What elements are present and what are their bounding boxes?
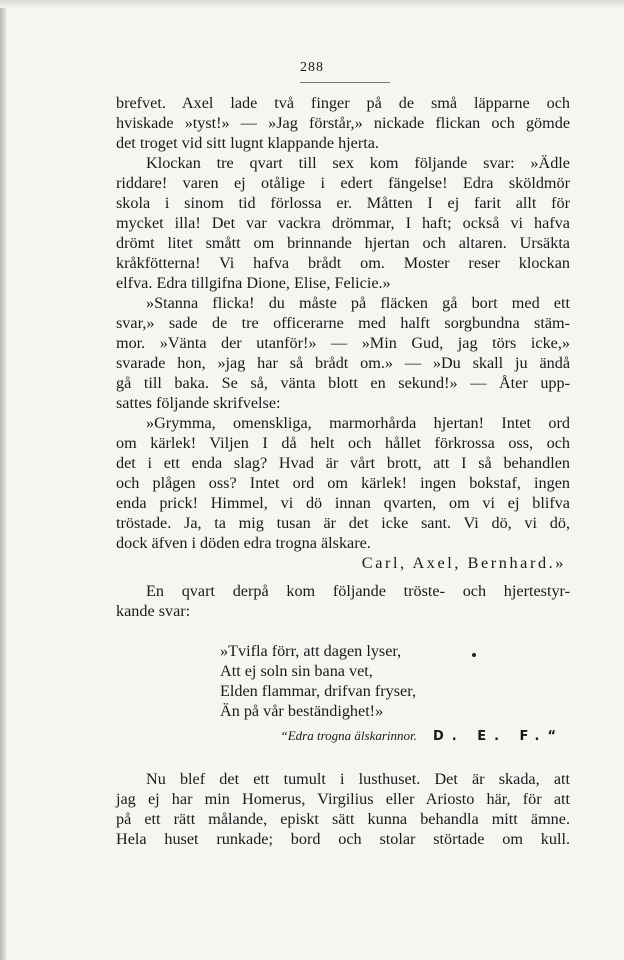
page-number: 288 xyxy=(300,60,324,75)
page-number-rule xyxy=(300,82,390,83)
text-line: gå till baka. Se så, vänta blott en sekund!» — Åter upp- xyxy=(116,374,570,392)
poem-attribution xyxy=(116,725,570,747)
text-line: enda prick! Himmel, vi dö innan qvarten, om vi ej blifva xyxy=(116,494,570,512)
poem-line: »Tvifla förr, att dagen lyser, xyxy=(220,642,402,660)
paragraph xyxy=(116,153,570,293)
text-line: svar,» sade de tre officerarne med halft sorgbundna stäm- xyxy=(116,314,570,332)
poem xyxy=(116,641,570,721)
letter-signature: Carl, Axel, Bernhard.» xyxy=(361,554,566,572)
text-line: Klockan tre qvart till sex kom följande svar: »Ädle xyxy=(146,154,570,172)
text-line: sattes följande skrifvelse: xyxy=(116,394,281,412)
text-line: på ett rätt målande, episkt sätt kunna behandla mitt ämne. xyxy=(116,810,570,828)
paragraph xyxy=(116,413,570,575)
paragraph xyxy=(116,93,570,153)
paragraph xyxy=(116,769,570,849)
ink-speck xyxy=(472,653,476,657)
text-line: det i ett enda slag? Hvad är vårt brott, att I så behandlen xyxy=(116,454,570,472)
poem-line: Att ej soln sin bana vet, xyxy=(220,662,373,680)
page-body xyxy=(116,93,570,849)
text-line: dock äfven i döden edra trogna älskare. xyxy=(116,534,371,552)
text-line: jag ej har min Homerus, Virgilius eller Ariosto här, för att xyxy=(116,790,570,808)
text-line: kande svar: xyxy=(116,602,191,620)
poem-line: Än på vår beständighet!» xyxy=(220,702,384,720)
page-edge-shadow xyxy=(0,0,6,960)
text-line: det troget vid sitt lugnt klappande hjerta. xyxy=(116,134,379,152)
text-line: elfva. Edra tillgifna Dione, Elise, Felicie.» xyxy=(116,274,391,292)
text-line: hviskade »tyst!» — »Jag förstår,» nickade flickan och gömde xyxy=(116,114,570,132)
text-line: tröstade. Ja, ta mig tusan är det icke sant. Vi dö, vi dö, xyxy=(116,514,570,532)
text-line: om kärlek! Viljen I då helt och hållet förkrossa oss, och xyxy=(116,434,570,452)
text-line: Nu blef det ett tumult i lusthuset. Det är skada, att xyxy=(146,770,570,788)
text-line: drömt litet smått om brinnande hjertan och altaren. Ursäkta xyxy=(116,234,570,252)
text-line: En qvart derpå kom följande tröste- och hjertestyr- xyxy=(146,582,570,600)
text-line: och plågen oss? Intet ord om kärlek! ingen bokstaf, ingen xyxy=(116,474,570,492)
text-line: brefvet. Axel lade två finger på de små läpparne och xyxy=(116,94,570,112)
paragraph xyxy=(116,293,570,413)
attribution-text: “Edra trogna älskarinnor. xyxy=(280,728,417,743)
text-line: kråkfötterna! Vi hafva brådt om. Moster reser klockan xyxy=(116,254,570,272)
text-line: skola i sinom tid förlossa er. Måtten I ej farit allt för xyxy=(116,194,570,212)
text-line: mycket illa! Det var vackra drömmar, I haft; också vi hafva xyxy=(116,214,570,232)
text-line: riddare! varen ej otålige i edert fängelse! Edra sköldmör xyxy=(116,174,570,192)
text-line: Hela huset runkade; bord och stolar störtade om kull. xyxy=(116,830,570,848)
text-line: »Grymma, omenskliga, marmorhårda hjertan! Intet ord xyxy=(146,414,570,432)
paragraph xyxy=(116,581,570,621)
text-line: »Stanna flicka! du måste på fläcken gå bort med ett xyxy=(146,294,570,312)
spacer xyxy=(116,747,570,769)
poem-line: Elden flammar, drifvan fryser, xyxy=(220,682,417,700)
page-top-shadow xyxy=(0,0,624,8)
text-line: mor. »Vänta der utanför!» — »Min Gud, jag törs icke,» xyxy=(116,334,570,352)
text-line: svarade hon, »jag har så brådt om.» — »Du skall ju ändå xyxy=(116,354,570,372)
attribution-initials: D. E. F.“ xyxy=(432,729,564,744)
